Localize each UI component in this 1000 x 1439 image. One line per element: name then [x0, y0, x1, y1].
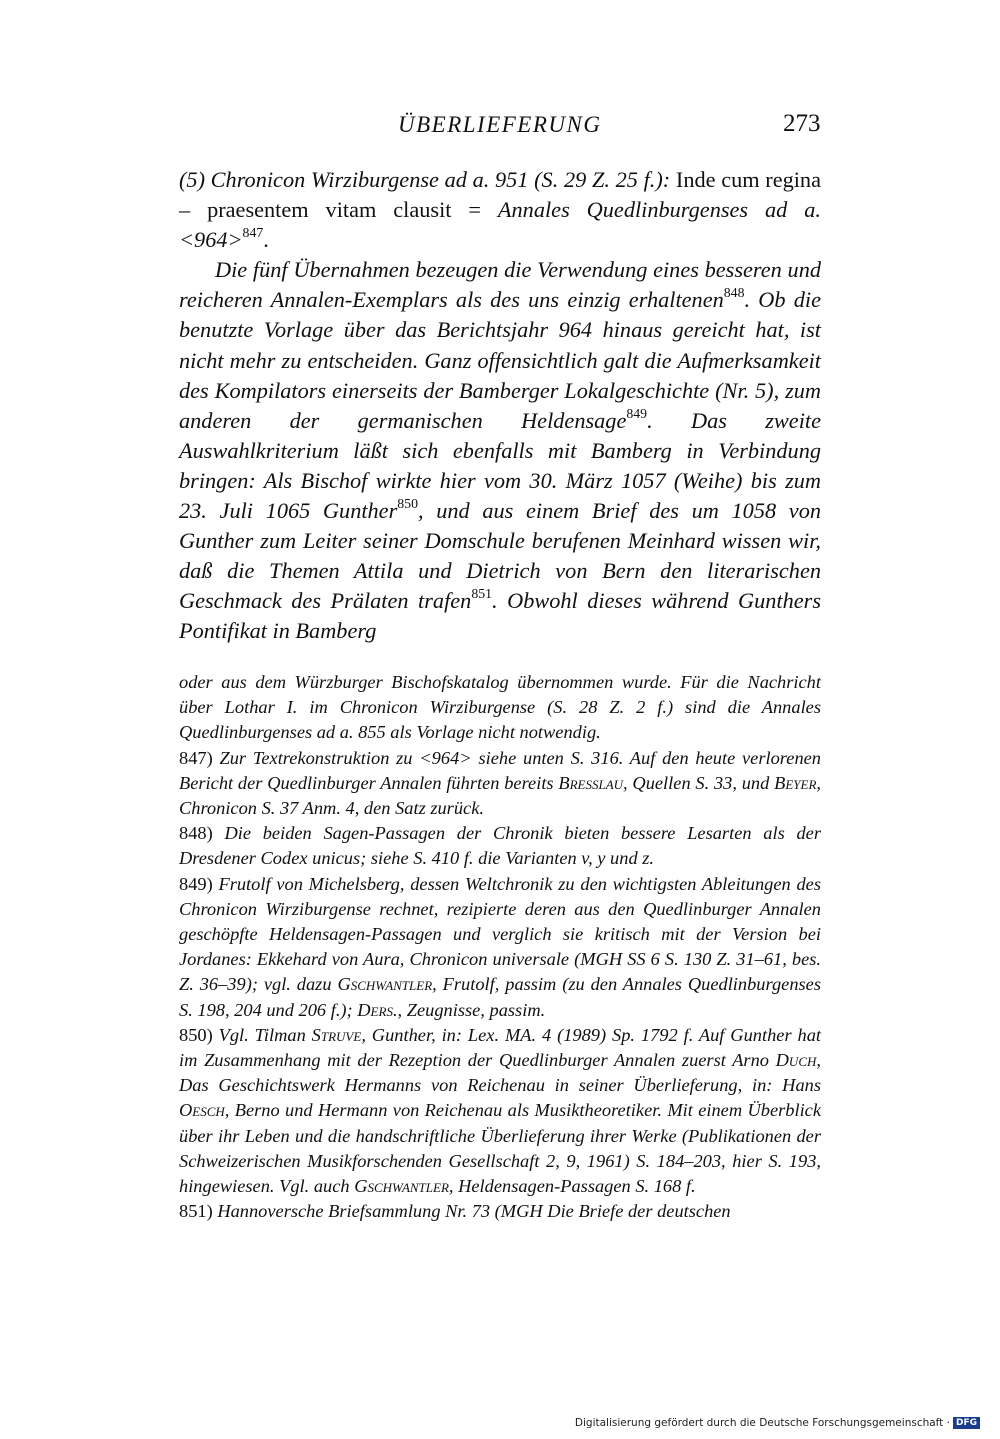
footnote-text: Frutolf von Michelsberg, dessen Weltchronik zu den wichtigsten Ableitungen des Chronicon Wirziburgense rechnet, rezipierte deren aus den Quedlinburger Annalen geschöpfte Heldensagen-Passagen und verglich sie kritisch mit der Version bei Jordanes: Ekkehard von Aura, Chronicon universale (MGH SS 6 S. 130 Z. 31–61, bes. Z. 36–39); vgl. dazu — [179, 873, 821, 995]
footnote-ref-851[interactable]: 851 — [471, 586, 493, 602]
footnote-text: Zur Textrekonstruktion zu <964> siehe unten S. 316. Auf den heute verlorenen Bericht der Quedlinburger Annalen führten bereits — [179, 747, 821, 793]
footnote-number: 851) — [179, 1201, 213, 1222]
footnotes — [179, 670, 821, 1224]
text-segment: Die fünf Übernahmen bezeugen die Verwendung eines besseren und reicheren Annalen-Exemplars als des uns einzig erhaltenen — [179, 257, 821, 313]
footnote-850 — [179, 1023, 821, 1199]
footnote-text: , Chronicon S. 37 Anm. 4, den Satz zurück. — [179, 772, 821, 819]
footnote-number: 849) — [179, 873, 213, 894]
parallel-source: Annales Quedlinburgenses ad a. <964> — [179, 197, 821, 253]
footnote-ref-848[interactable]: 848 — [723, 285, 745, 301]
paragraph-chronicon-excerpt — [179, 165, 821, 255]
footnote-text: , Das Geschichtswerk Hermanns von Reichenau in seiner Überlieferung, in: Hans — [179, 1050, 821, 1096]
footnote-ref-849[interactable]: 849 — [626, 405, 648, 421]
footnote-text: Die beiden Sagen-Passagen der Chronik bieten bessere Lesarten als der Dresdener Codex unicus; siehe S. 410 f. die Varianten v, y und z. — [179, 823, 821, 869]
credit-text: Digitalisierung gefördert durch die Deutsche Forschungsgemeinschaft · — [574, 1417, 950, 1429]
author-name: Gschwantler — [337, 974, 433, 995]
author-name: Gschwantler — [354, 1176, 449, 1197]
author-name: Beyer — [774, 772, 817, 793]
quoted-text: Inde cum regina – praesentem vitam clausit = — [179, 167, 821, 223]
footnote-number: 850) — [179, 1024, 213, 1045]
footnote-848 — [179, 821, 821, 871]
footnote-851 — [179, 1199, 821, 1224]
paragraph-argument — [179, 255, 821, 646]
digitization-credit — [575, 1417, 980, 1429]
dfg-logo: DFG — [953, 1417, 980, 1429]
sentence-end: . — [263, 227, 269, 253]
footnote-text: Vgl. Tilman — [212, 1024, 312, 1045]
author-name: Duch — [775, 1050, 817, 1071]
author-name: Ders. — [357, 999, 398, 1020]
source-reference: (5) Chronicon Wirziburgense ad a. 951 (S. 29 Z. 25 f.): — [179, 167, 671, 192]
footnote-847 — [179, 746, 821, 822]
text-segment: . Ob die benutzte Vorlage über das Berichtsjahr 964 hinaus gereicht hat, ist nicht mehr zu entscheiden. Ganz offensichtlich galt die Aufmerksamkeit des Kompilators einerseits der Bamberger Lokalgeschichte (Nr. 5), zum anderen der germanischen Heldensage — [179, 287, 821, 433]
footnote-text: , Quellen S. 33, und — [623, 772, 775, 793]
text-segment: , und aus einem Brief des um 1058 von Gunther zum Leiter seiner Domschule berufenen Meinhard wissen wir, daß die Themen Attila und Dietrich von Bern den literarischen Geschmack des Prälaten trafen — [179, 498, 821, 614]
footnote-text: , Berno und Hermann von Reichenau als Musiktheoretiker. Mit einem Überblick über ihr Leben und die handschriftliche Überlieferung ihrer Werke (Publikationen der Schweizerischen Musikforschenden Gesellschaft 2, 9, 1961) S. 184–203, hier S. 193, hingewiesen. Vgl. auch — [179, 1100, 821, 1197]
running-title: ÜBERLIEFERUNG — [398, 112, 602, 137]
footnote-text: , Gunther, in: Lex. MA. 4 (1989) Sp. 1792 f. Auf Gunther hat im Zusammenhang mit der Rezeption der Quedlinburger Annalen zuerst Arno — [179, 1024, 821, 1071]
running-head — [0, 112, 1000, 146]
author-name: Bresslau — [558, 772, 624, 793]
text-segment: . Obwohl dieses während Gunthers Pontifikat in Bamberg — [179, 588, 821, 644]
footnote-ref-847[interactable]: 847 — [242, 225, 264, 241]
footnote-text: , Zeugnisse, passim. — [397, 999, 546, 1020]
text-segment: . Das zweite Auswahlkriterium läßt sich ebenfalls mit Bamberg in Verbindung bringen: Als Bischof wirkte hier vom 30. März 1057 (Weihe) bis zum 23. Juli 1065 Gunther — [179, 407, 821, 524]
footnote-number: 847) — [179, 747, 213, 768]
footnote-text: Hannoversche Briefsammlung Nr. 73 (MGH Die Briefe der deutschen — [212, 1201, 731, 1222]
author-name: Oesch — [179, 1100, 225, 1121]
footnote-text: , Heldensagen-Passagen S. 168 f. — [448, 1176, 696, 1197]
main-text — [179, 165, 821, 647]
footnote-number: 848) — [179, 823, 213, 844]
footnote-continuation: oder aus dem Würzburger Bischofskatalog übernommen wurde. Für die Nachricht über Lothar I. im Chronicon Wirziburgense (S. 28 Z. 2 f.) sind die Annales Quedlinburgenses ad a. 855 als Vorlage nicht notwendig. — [179, 672, 821, 743]
footnote-849 — [179, 872, 821, 1023]
author-name: Struve — [311, 1024, 362, 1045]
page-number: 273 — [783, 110, 821, 137]
footnote-ref-850[interactable]: 850 — [397, 496, 418, 512]
footnote-text: , Frutolf, passim (zu den Annales Quedlinburgenses S. 198, 204 und 206 f.); — [179, 974, 822, 1020]
